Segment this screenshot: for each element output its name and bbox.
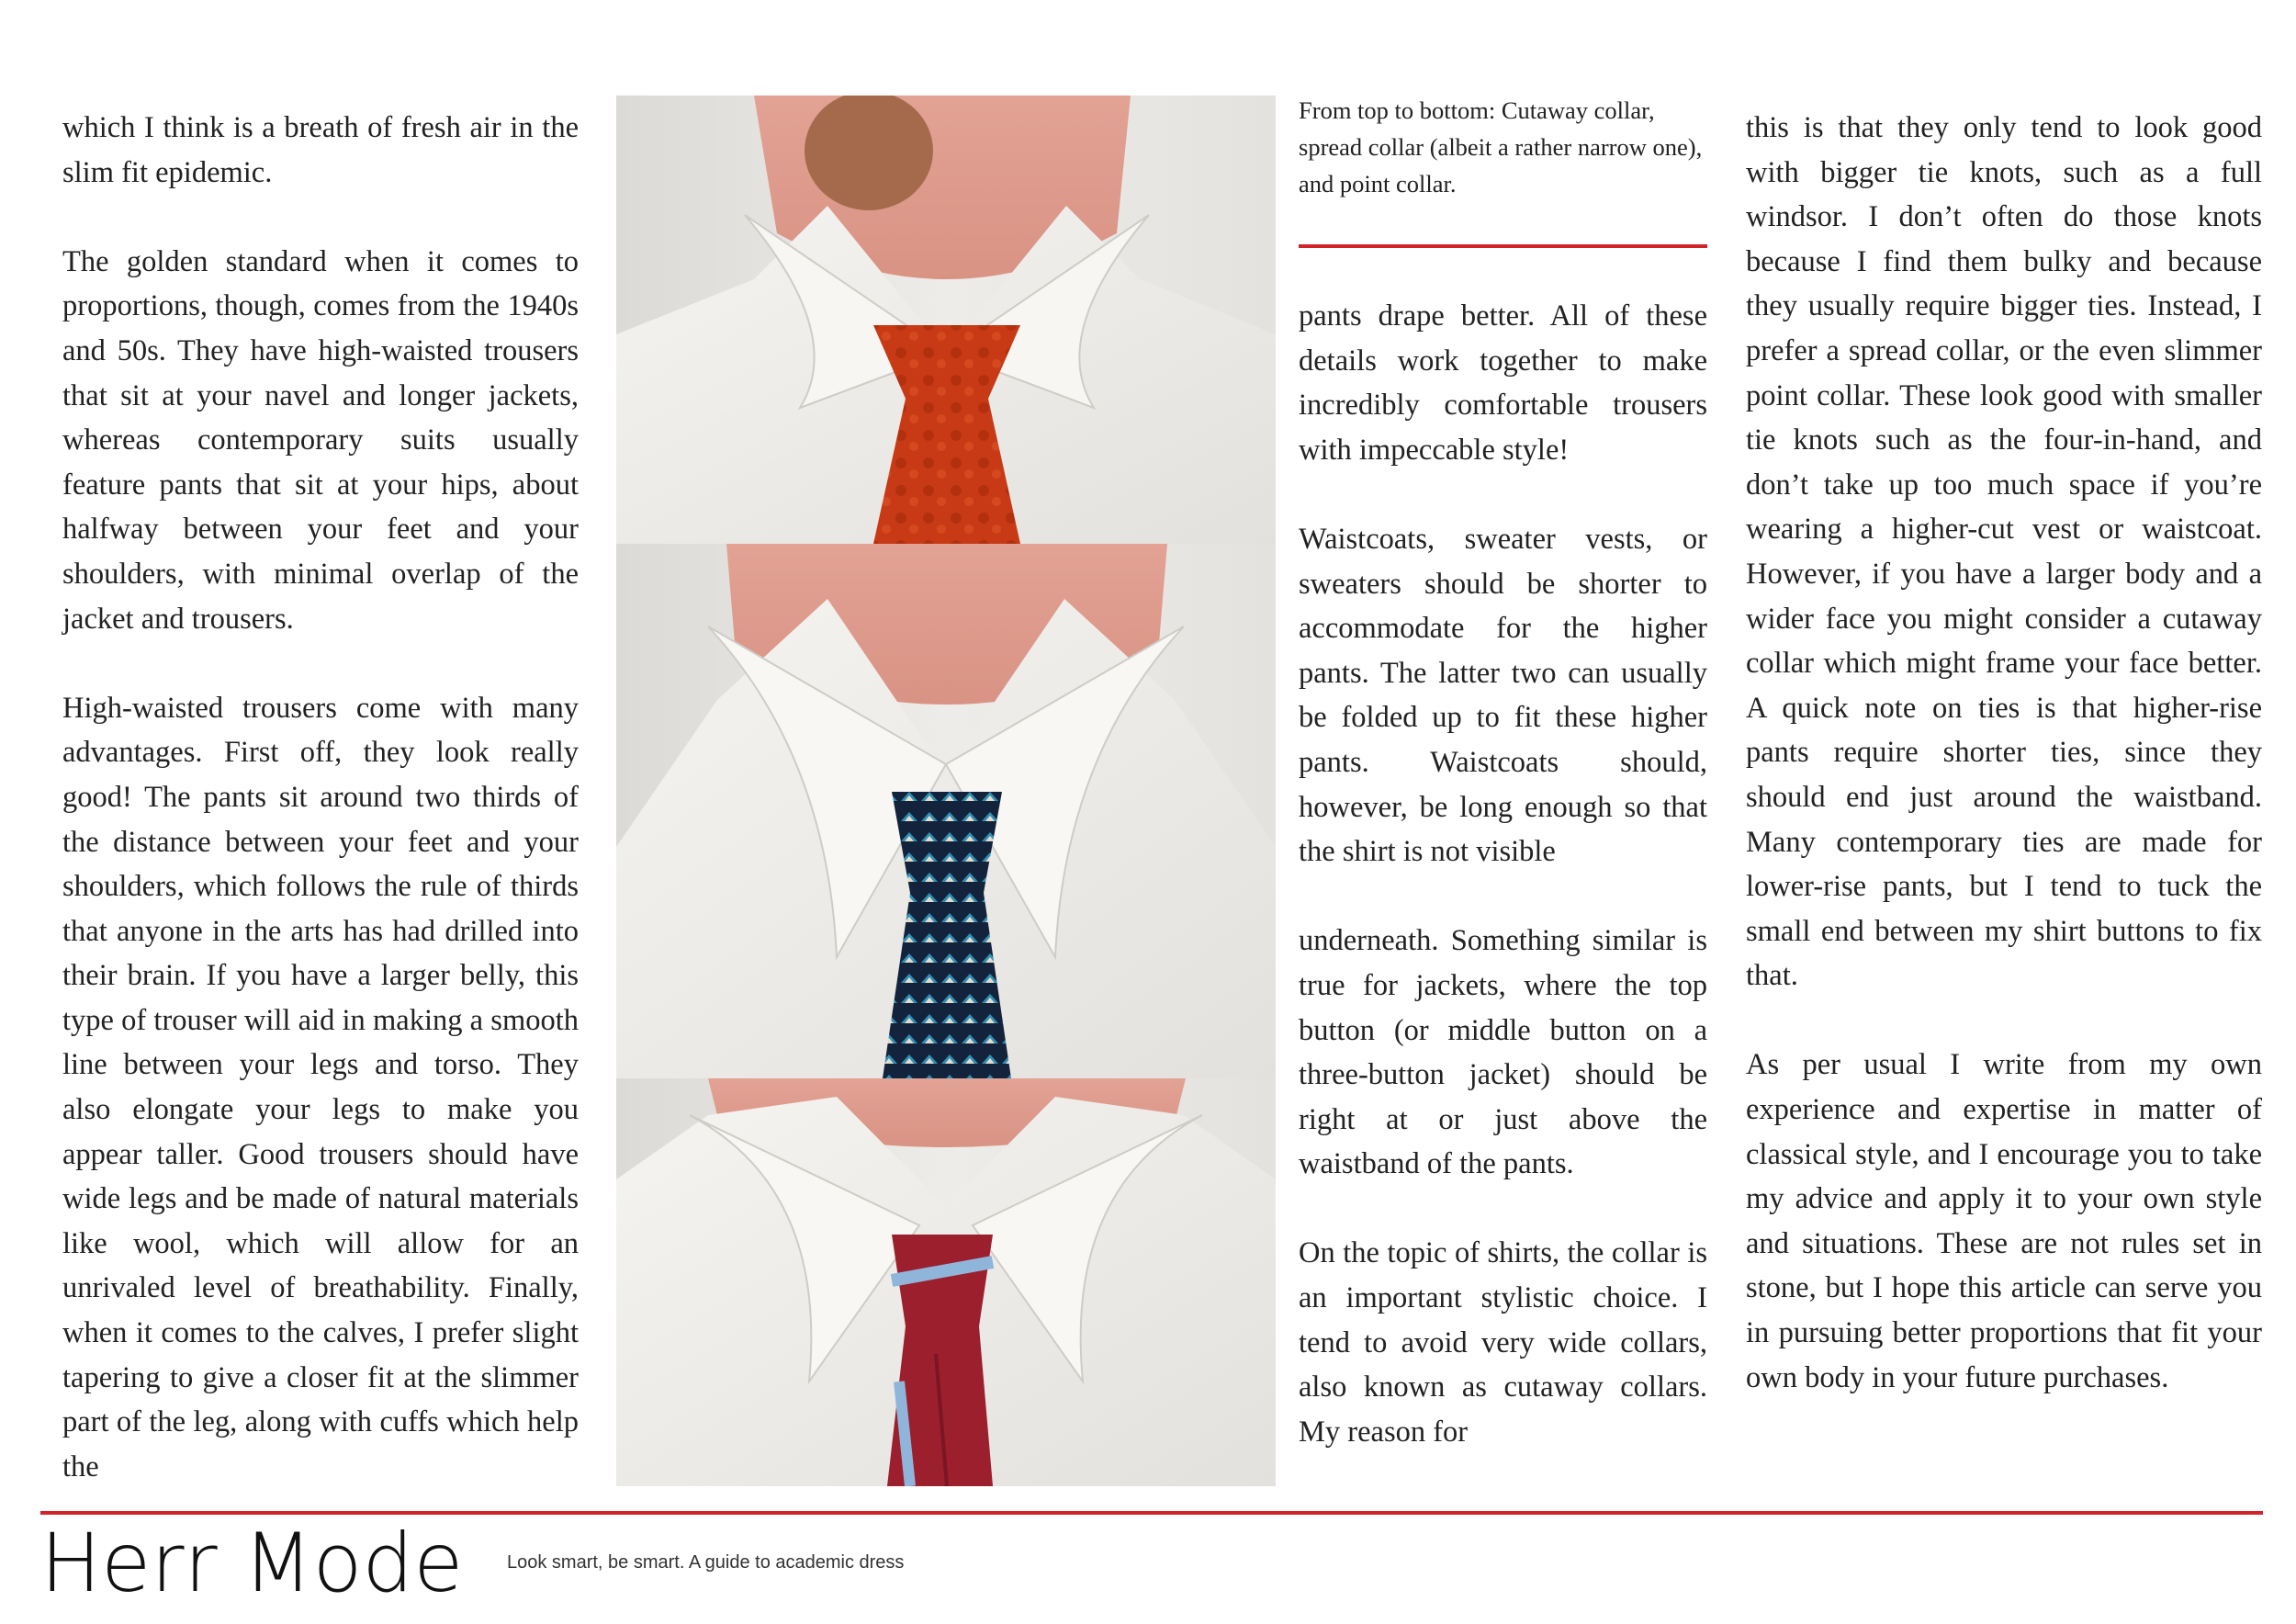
article-column-1 [62,106,579,1489]
paragraph: High-waisted trousers come with many advantages. First off, they look really good! The pants sit around two thirds of the distance between your feet and your shoulders, which follows the rule of thirds that anyone in the arts has had drilled into their brain. If you have a larger belly, this type of trouser will aid in making a smooth line between your legs and torso. They also elongate your legs to make you appear taller. Good trousers should have wide legs and be made of natural materials like wool, which will allow for an unrivaled level of breathability. Finally, when it comes to the calves, I prefer slight tapering to give a closer fit at the slimmer part of the leg, along with cuffs which help the [62,691,579,1483]
paragraph: On the topic of shirts, the collar is an important stylistic choice. I tend to avoid very wide collars, also known as cutaway collars. My reason for [1299,1236,1707,1449]
cutaway-collar-photo [616,96,1276,544]
paragraph: Waistcoats, sweater vests, or sweaters should be shorter to accommodate for the higher pants. The latter two can usually be folded up to fit these higher pants. Waistcoats should, however, be long enough so that the shirt is not visible [1299,522,1707,869]
footer-divider [40,1511,2263,1515]
caption-divider [1299,244,1707,248]
paragraph: which I think is a breath of fresh air in the slim fit epidemic. [62,111,579,189]
magazine-brand: Herr Mode [40,1516,464,1610]
paragraph: The golden standard when it comes to proportions, though, comes from the 1940s and 50s. They have high-waisted trousers that sit at your navel and longer jackets, whereas contemporary suits usually feature pants that sit at your hips, about halfway between your feet and your shoulders, with minimal overlap of the jacket and trousers. [62,244,579,636]
article-column-4 [1746,106,2262,1400]
spread-collar-photo [616,544,1276,1078]
paragraph: this is that they only tend to look good with bigger tie knots, such as a full windsor. I don’t often do those knots because I find them bulky and because they usually require bigger ties. Instead, I prefer a spread collar, or the even slimmer point collar. These look good with smaller tie knots such as the four-in-hand, and don’t take up too much space if you’re wearing a higher-cut vest or waistcoat. However, if you have a larger body and a wider face you might consider a cutaway collar which might frame your face better. A quick note on ties is that higher-rise pants require shorter ties, since they should end just around the waistband. Many contemporary ties are made for lower-rise pants, but I tend to tuck the small end between my shirt buttons to fix that. [1746,111,2262,993]
photo-caption: From top to bottom: Cutaway collar, spread collar (albeit a rather narrow one), and point collar. [1299,96,1703,197]
point-collar-photo [616,1078,1276,1486]
paragraph: pants drape better. All of these details work together to make incredibly comfortable trousers with impeccable style! [1299,299,1707,467]
magazine-tagline: Look smart, be smart. A guide to academic dress [507,1552,905,1573]
article-column-3 [1299,294,1707,1454]
paragraph: As per usual I write from my own experience and expertise in matter of classical style, and I encourage you to take my advice and apply it to your own style and situations. These are not rules set in stone, but I hope this article can serve you in pursuing better proportions that fit your own body in your future purchases. [1746,1048,2262,1394]
paragraph: underneath. Something similar is true for jackets, where the top button (or middle button on a three-button jacket) should be right at or just above the waistband of the pants. [1299,924,1707,1181]
collar-photo-stack [616,96,1276,1486]
